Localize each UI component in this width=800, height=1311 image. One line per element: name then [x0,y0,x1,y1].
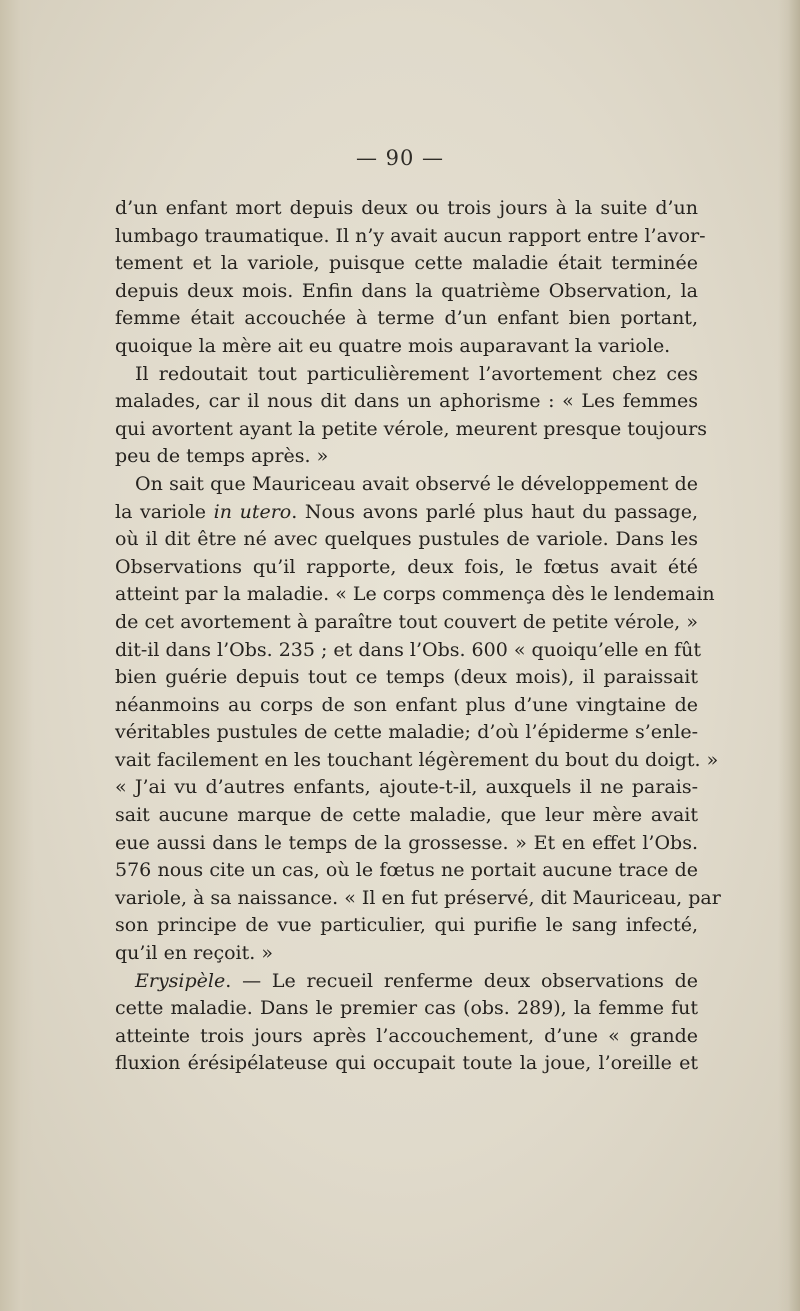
text-line: quoique la mère ait eu quatre mois auparavant la variole. [115,334,671,357]
text-line: atteinte trois jours après l’accouchement, d’une « grande [115,1024,698,1047]
text-line: fluxion érésipélateuse qui occupait toute la joue, l’oreille et [115,1052,698,1075]
text-line: d’un enfant mort depuis deux ou trois jours à la suite d’un [115,197,698,219]
text-segment: . Nous avons parlé plus haut du passage, [291,500,698,523]
text-line: qu’il en reçoit. » [115,942,273,965]
text-line: où il dit être né avec quelques pustules de variole. Dans les [115,528,698,551]
page-edge-right [778,0,800,1311]
page-number: — 90 — [355,146,445,170]
text-line: variole, à sa naissance. « Il en fut préservé, dit Mauriceau, par [115,886,721,909]
text-line: « J’ai vu d’autres enfants, ajoute-t-il, auxquels il ne parais- [115,776,698,799]
text-segment: la variole [115,500,214,523]
text-line: néanmoins au corps de son enfant plus d’une vingtaine de [115,693,698,716]
text-line: sait aucune marque de cette maladie, que leur mère avait [115,804,698,827]
body-text [115,195,721,1078]
text-line: véritables pustules de cette maladie; d’où l’épiderme s’enle- [115,721,698,744]
text-line: qui avortent ayant la petite vérole, meurent presque toujours [115,417,707,440]
italic-term: in utero [213,500,292,523]
text-line: bien guérie depuis tout ce temps (deux mois), il paraissait [115,666,698,689]
text-line: eue aussi dans le temps de la grossesse. » Et en effet l’Obs. [115,831,698,854]
text-line: On sait que Mauriceau avait observé le développement de [135,472,698,495]
text-line [115,968,698,996]
text-line: femme était accouchée à terme d’un enfant bien portant, [115,307,698,330]
text-line: de cet avortement à paraître tout couvert de petite vérole, » [115,610,698,633]
text-line: Observations qu’il rapporte, deux fois, le fœtus avait été [115,555,698,578]
text-line: atteint par la maladie. « Le corps commença dès le lendemain [115,583,715,606]
text-line: lumbago traumatique. Il n’y avait aucun rapport entre l’avor- [115,224,706,247]
text-line: vait facilement en les touchant légèrement du bout du doigt. » [115,748,719,771]
text-line: 576 nous cite un cas, où le fœtus ne portait aucune trace de [115,859,698,882]
text-line: Il redoutait tout particulièrement l’avortement chez ces [135,362,698,385]
text-segment: . — Le recueil renferme deux observations de [225,969,698,992]
text-line: peu de temps après. » [115,445,329,468]
text-line: tement et la variole, puisque cette maladie était terminée [115,252,698,275]
section-heading: Erysipèle [135,969,226,992]
text-line: depuis deux mois. Enfin dans la quatrième Observation, la [115,279,698,302]
text-line: cette maladie. Dans le premier cas (obs. 289), la femme fut [115,997,698,1020]
text-line: dit-il dans l’Obs. 235 ; et dans l’Obs. 600 « quoiqu’elle en fût [115,638,701,661]
text-line [115,499,698,527]
page-edge-left [0,0,34,1311]
text-line: malades, car il nous dit dans un aphorisme : « Les femmes [115,390,698,413]
text-line: son principe de vue particulier, qui purifie le sang infecté, [115,914,698,937]
